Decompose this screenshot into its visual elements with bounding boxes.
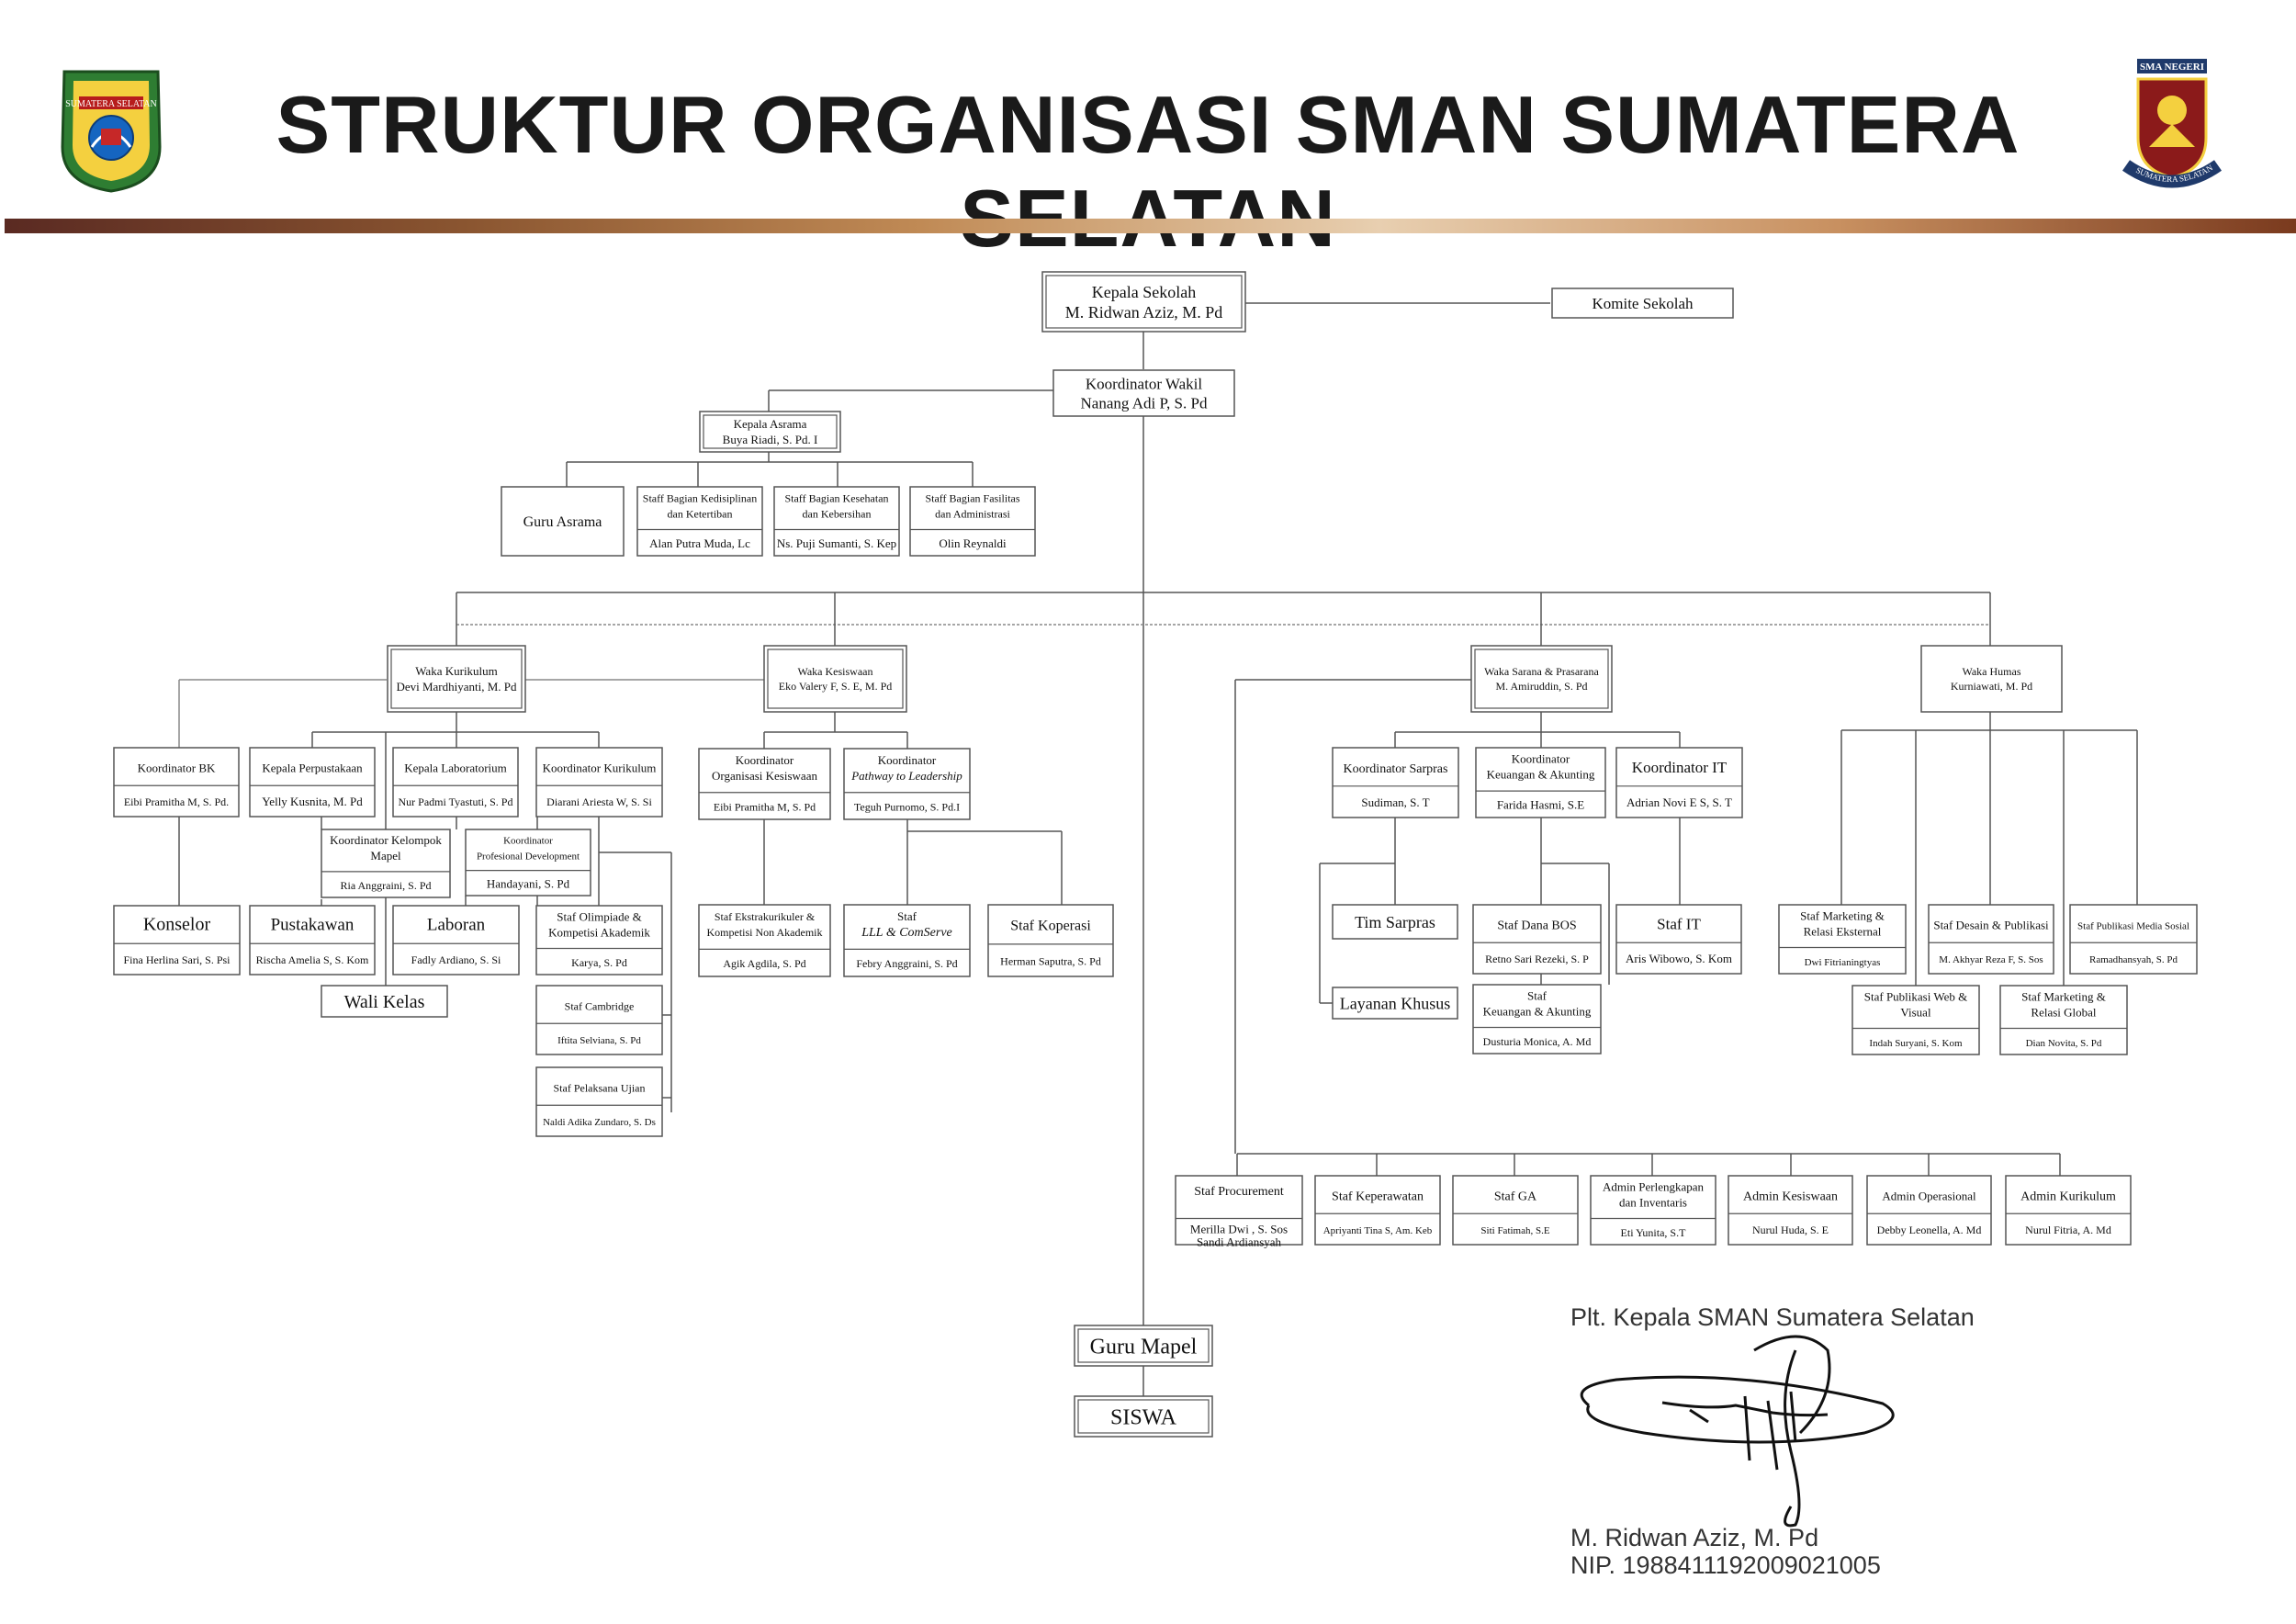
node-text: Admin Kesiswaan xyxy=(1742,1190,1839,1204)
node-staf-ekstra xyxy=(699,905,830,976)
node-text: Staf Cambridge xyxy=(564,999,635,1013)
logo-left-text: SUMATERA SELATAN xyxy=(65,99,157,109)
node-komite xyxy=(1552,288,1733,318)
handwritten-signature xyxy=(1581,1336,1893,1526)
node-text: Keuangan & Akunting xyxy=(1486,767,1595,782)
node-text: Kompetisi Akademik xyxy=(548,925,650,940)
node-text: Tim Sarpras xyxy=(1355,912,1435,931)
node-text: Agik Agdila, S. Pd xyxy=(723,957,806,971)
node-koord-bk xyxy=(114,748,239,817)
node-text: Komite Sekolah xyxy=(1592,294,1694,312)
node-text: Febry Anggraini, S. Pd xyxy=(856,957,958,971)
node-text: Koordinator Kurikulum xyxy=(542,761,657,775)
node-text: Kurniawati, M. Pd xyxy=(1950,680,2033,694)
node-layanan-khusus xyxy=(1333,987,1458,1019)
node-text: Dian Novita, S. Pd xyxy=(2025,1037,2102,1049)
node-staff-fasilitas xyxy=(910,487,1035,556)
node-text: Relasi Eksternal xyxy=(1803,924,1882,939)
node-text: Ria Anggraini, S. Pd xyxy=(340,878,432,892)
node-text: Iftita Selviana, S. Pd xyxy=(557,1035,641,1047)
node-text: Kepala Perpustakaan xyxy=(262,761,363,775)
node-staf-dana-bos xyxy=(1473,905,1601,974)
node-text: Nurul Huda, S. E xyxy=(1752,1224,1829,1237)
node-staf-keperawatan xyxy=(1315,1176,1440,1245)
node-text: Koordinator xyxy=(735,752,794,767)
node-koord-kurikulum xyxy=(536,748,662,817)
logo-right-bottom-text: SUMATERA SELATAN xyxy=(2134,163,2214,185)
node-text: Alan Putra Muda, Lc xyxy=(649,536,750,550)
school-emblem-logo xyxy=(2126,59,2218,184)
node-staf-koperasi xyxy=(988,905,1113,976)
node-text: Staf IT xyxy=(1657,915,1701,933)
node-text: Pathway to Leadership xyxy=(851,768,962,783)
node-kepala-asrama xyxy=(700,412,840,452)
node-staf-publikasi-medsos xyxy=(2070,905,2197,974)
node-text: Staf Marketing & xyxy=(1800,908,1885,923)
node-text: Koordinator IT xyxy=(1631,758,1728,776)
node-koord-profesional xyxy=(466,829,591,896)
node-text: Devi Mardhiyanti, M. Pd xyxy=(396,680,517,694)
node-tim-sarpras xyxy=(1333,905,1458,939)
node-staf-marketing-global xyxy=(2000,986,2127,1054)
node-text: Pustakawan xyxy=(270,915,355,935)
node-text: Koordinator BK xyxy=(137,761,216,775)
node-text: Keuangan & Akunting xyxy=(1482,1004,1592,1019)
node-text: LLL & ComServe xyxy=(861,926,952,941)
node-staf-marketing-eks xyxy=(1779,905,1906,974)
logo-right-top-text: SMA NEGERI xyxy=(2140,62,2204,73)
node-text: Debby Leonella, A. Md xyxy=(1876,1224,1982,1237)
node-koord-kelompok-mapel xyxy=(321,829,450,897)
signature-name: M. Ridwan Aziz, M. Pd xyxy=(1570,1524,1819,1551)
node-text: Buya Riadi, S. Pd. I xyxy=(722,433,818,447)
node-text: Eti Yunita, S.T xyxy=(1620,1225,1686,1239)
node-text: Indah Suryani, S. Kom xyxy=(1869,1037,1963,1049)
node-text: Koordinator xyxy=(1511,751,1570,766)
node-staf-it xyxy=(1616,905,1741,974)
signature-nip: NIP. 198841119200902100​5 xyxy=(1570,1551,1881,1579)
node-text: Mapel xyxy=(370,848,401,863)
node-staf-lll xyxy=(844,905,970,976)
node-text: Retno Sari Rezeki, S. P xyxy=(1485,953,1589,966)
node-text: Fadly Ardiano, S. Si xyxy=(411,953,501,967)
node-admin-perlengkapan xyxy=(1591,1176,1716,1245)
node-staff-kesehatan xyxy=(774,487,899,556)
node-waka-kurikulum xyxy=(388,646,525,712)
node-text: Eko Valery F, S. E, M. Pd xyxy=(778,680,893,694)
node-text: Staf xyxy=(897,909,917,924)
node-text: Koordinator Kelompok xyxy=(330,832,442,847)
node-text: Ns. Puji Sumanti, S. Kep xyxy=(776,536,897,550)
node-text: Staf Publikasi Media Sosial xyxy=(2077,920,2189,932)
node-text: Laboran xyxy=(426,915,486,935)
node-text: Staf Pelaksana Ujian xyxy=(553,1081,646,1095)
node-text: Koordinator xyxy=(877,752,937,767)
node-text: Staf Marketing & xyxy=(2021,989,2106,1004)
node-text: Kepala Laboratorium xyxy=(404,761,507,775)
node-text: Admin Kurikulum xyxy=(2020,1190,2116,1204)
signature-position: Plt. Kepala SMAN Sumatera Selatan xyxy=(1570,1303,1975,1331)
node-text: Nur Padmi Tyastuti, S. Pd xyxy=(398,795,513,809)
node-staf-desain xyxy=(1929,905,2054,974)
node-text: Yelly Kusnita, M. Pd xyxy=(262,795,363,809)
node-pustakawan xyxy=(250,906,375,975)
node-kepala-sekolah xyxy=(1042,272,1245,332)
node-staf-cambridge xyxy=(536,986,662,1054)
node-text: Staff Bagian Fasilitas xyxy=(925,491,1020,505)
node-text: Staf GA xyxy=(1493,1190,1537,1204)
node-waka-kesiswaan xyxy=(764,646,906,712)
node-staf-ga xyxy=(1453,1176,1578,1245)
node-kepala-lab xyxy=(393,748,518,817)
node-text: Naldi Adika Zundaro, S. Ds xyxy=(543,1117,656,1129)
node-text: Staf Publikasi Web & xyxy=(1863,989,1968,1004)
node-text: Siti Fatimah, S.E xyxy=(1480,1225,1550,1237)
node-text: M. Ridwan Aziz, M. Pd xyxy=(1064,302,1223,321)
node-text: SISWA xyxy=(1109,1405,1177,1430)
node-text: Eibi Pramitha M, S. Pd. xyxy=(123,795,230,809)
node-text: Herman Saputra, S. Pd xyxy=(1000,954,1101,968)
node-text: Staf Desain & Publikasi xyxy=(1933,918,2049,932)
node-text: Layanan Khusus xyxy=(1339,994,1451,1013)
node-text: Guru Mapel xyxy=(1089,1335,1198,1359)
node-text: Staf Procurement xyxy=(1194,1185,1284,1199)
node-text: Adrian Novi E S, S. T xyxy=(1626,795,1732,809)
node-text: Koordinator Sarpras xyxy=(1343,761,1448,776)
node-admin-operasional xyxy=(1867,1176,1991,1245)
node-text: dan Administrasi xyxy=(935,507,1010,521)
node-staf-publikasi-web xyxy=(1852,986,1979,1054)
node-text: Koordinator Wakil xyxy=(1085,375,1203,393)
page-title: STRUKTUR ORGANISASI SMAN SUMATERA xyxy=(276,79,2020,170)
node-text: Waka Kurikulum xyxy=(415,664,498,679)
node-text: Dwi Fitrianingtyas xyxy=(1804,956,1881,968)
node-text: Farida Hasmi, S.E xyxy=(1496,797,1585,812)
node-text: Handayani, S. Pd xyxy=(486,876,570,891)
node-text: dan Inventaris xyxy=(1618,1195,1688,1210)
node-text: Olin Reynaldi xyxy=(939,536,1007,550)
node-text: Waka Kesiswaan xyxy=(797,665,873,679)
node-text: Admin Operasional xyxy=(1882,1189,1976,1203)
node-siswa xyxy=(1075,1396,1212,1437)
node-text: Staf xyxy=(1527,988,1547,1003)
node-text: Sandi Ardiansyah xyxy=(1196,1235,1282,1249)
node-wali-kelas xyxy=(321,986,447,1017)
node-koord-it xyxy=(1616,748,1742,818)
signature-block xyxy=(1570,1303,1975,1579)
node-staf-olimpiade xyxy=(536,906,662,975)
node-staf-keuangan xyxy=(1473,985,1601,1054)
node-text: Staff Bagian Kesehatan xyxy=(784,491,889,505)
node-text: Koordinator xyxy=(503,835,553,847)
node-text: dan Ketertiban xyxy=(667,507,733,521)
node-text: Kepala Asrama xyxy=(733,417,807,432)
node-text: Fina Herlina Sari, S. Psi xyxy=(123,953,231,967)
node-koordinator-wakil xyxy=(1053,370,1234,416)
node-text: Merilla Dwi , S. Sos xyxy=(1189,1222,1289,1236)
province-emblem-logo xyxy=(62,72,160,191)
node-waka-sarana xyxy=(1471,646,1612,712)
node-text: Profesional Development xyxy=(476,851,580,863)
node-text: Kompetisi Non Akademik xyxy=(706,926,823,940)
node-text: Admin Perlengkapan xyxy=(1602,1179,1705,1194)
node-text: M. Akhyar Reza F, S. Sos xyxy=(1939,954,2043,966)
node-text: dan Kebersihan xyxy=(802,507,872,521)
node-guru-asrama xyxy=(501,487,624,556)
node-admin-kesiswaan xyxy=(1728,1176,1852,1245)
node-staf-ujian xyxy=(536,1067,662,1136)
node-text: Waka Humas xyxy=(1962,665,2021,679)
node-koord-pathway xyxy=(844,749,970,819)
node-text: Karya, S. Pd xyxy=(571,955,627,969)
node-text: Diarani Ariesta W, S. Si xyxy=(546,795,652,809)
node-staff-kedisiplinan xyxy=(637,487,762,556)
node-text: Dusturia Monica, A. Md xyxy=(1482,1034,1592,1048)
node-text: Konselor xyxy=(142,914,211,935)
node-text: Staf Dana BOS xyxy=(1497,919,1577,933)
node-text: Rischa Amelia S, S. Kom xyxy=(255,953,369,967)
node-kepala-perpus xyxy=(250,748,375,817)
node-text: Staf Olimpiade & xyxy=(557,909,642,924)
node-text: Visual xyxy=(1900,1005,1931,1020)
node-text: M. Amiruddin, S. Pd xyxy=(1495,680,1588,694)
node-text: Staf Ekstrakurikuler & xyxy=(714,910,816,924)
node-koord-keuangan xyxy=(1476,748,1605,818)
node-text: Eibi Pramitha M, S. Pd xyxy=(713,800,816,814)
node-text: Staf Koperasi xyxy=(1010,918,1091,934)
node-text: Nurul Fitria, A. Md xyxy=(2025,1224,2111,1237)
node-text: Ramadhansyah, S. Pd xyxy=(2089,954,2178,966)
node-text: Nanang Adi P, S. Pd xyxy=(1080,394,1208,412)
node-koord-org-kesiswaan xyxy=(699,749,830,819)
node-koord-sarpras xyxy=(1333,748,1458,818)
node-text: Kepala Sekolah xyxy=(1091,282,1197,301)
node-staf-procurement xyxy=(1176,1176,1302,1249)
node-text: Sudiman, S. T xyxy=(1361,795,1430,809)
node-text: Staf Keperawatan xyxy=(1332,1190,1424,1204)
node-text: Aris Wibowo, S. Kom xyxy=(1626,952,1732,966)
node-text: Waka Sarana & Prasarana xyxy=(1484,665,1599,679)
node-waka-humas xyxy=(1921,646,2062,712)
node-admin-kurikulum xyxy=(2006,1176,2131,1245)
node-text: Teguh Purnomo, S. Pd.I xyxy=(853,800,961,814)
node-text: Relasi Global xyxy=(2031,1005,2097,1020)
node-text: Guru Asrama xyxy=(523,514,602,531)
node-text: Apriyanti Tina S, Am. Keb xyxy=(1322,1225,1433,1237)
node-laboran xyxy=(393,906,519,975)
node-text: Staff Bagian Kedisiplinan xyxy=(642,491,758,505)
node-text: Organisasi Kesiswaan xyxy=(712,768,817,783)
node-text: Wali Kelas xyxy=(343,992,425,1012)
node-konselor xyxy=(114,906,240,975)
node-guru-mapel xyxy=(1075,1325,1212,1366)
